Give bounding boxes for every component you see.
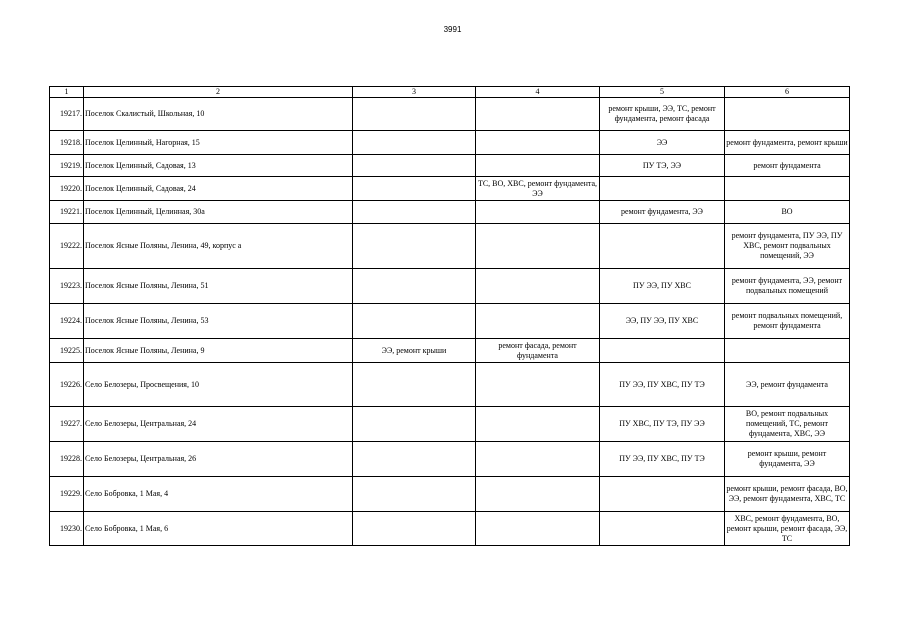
col5-cell: ПУ ХВС, ПУ ТЭ, ПУ ЭЭ [600,407,725,442]
col5-cell [600,177,725,201]
col5-cell: ПУ ЭЭ, ПУ ХВС, ПУ ТЭ [600,442,725,477]
table-row [50,177,850,201]
col6-cell [725,98,850,131]
col6-cell: ЭЭ, ремонт фундамента [725,363,850,407]
table-row [50,304,850,339]
col6-cell: ремонт фундамента, ремонт крыши [725,131,850,155]
row-number: 19229. [50,477,84,512]
col5-cell: ПУ ТЭ, ЭЭ [600,155,725,177]
address-cell: Поселок Целинный, Нагорная, 15 [84,131,353,155]
page-number: 3991 [443,25,462,34]
table-row [50,224,850,269]
header-row [50,87,850,98]
col3-cell [353,177,476,201]
table-row [50,442,850,477]
row-number: 19219. [50,155,84,177]
col6-cell: ВО, ремонт подвальных помещений, ТС, ремонт фундамента, ХВС, ЭЭ [725,407,850,442]
column-header: 2 [84,87,353,98]
col5-cell: ремонт фундамента, ЭЭ [600,201,725,224]
col3-cell [353,269,476,304]
row-number: 19230. [50,512,84,546]
row-number: 19226. [50,363,84,407]
col3-cell [353,407,476,442]
column-header: 4 [476,87,600,98]
col6-cell [725,177,850,201]
address-cell: Поселок Целинный, Садовая, 13 [84,155,353,177]
col4-cell [476,304,600,339]
column-header: 6 [725,87,850,98]
col3-cell [353,477,476,512]
row-number: 19228. [50,442,84,477]
table-row [50,201,850,224]
repair-registry-table [49,86,850,546]
col5-cell [600,224,725,269]
col4-cell [476,442,600,477]
col5-cell: ремонт крыши, ЭЭ, ТС, ремонт фундамента, ремонт фасада [600,98,725,131]
col4-cell [476,512,600,546]
table-row [50,339,850,363]
col6-cell: ХВС, ремонт фундамента, ВО, ремонт крыши, ремонт фасада, ЭЭ, ТС [725,512,850,546]
col4-cell [476,201,600,224]
address-cell: Поселок Ясные Поляны, Ленина, 53 [84,304,353,339]
table-row [50,155,850,177]
table-row [50,269,850,304]
col6-cell: ремонт фундамента [725,155,850,177]
table-row [50,98,850,131]
address-cell: Поселок Скалистый, Школьная, 10 [84,98,353,131]
col5-cell: ПУ ЭЭ, ПУ ХВС [600,269,725,304]
column-header: 5 [600,87,725,98]
address-cell: Село Белозеры, Центральная, 24 [84,407,353,442]
col4-cell [476,155,600,177]
col3-cell: ЭЭ, ремонт крыши [353,339,476,363]
col6-cell: ремонт подвальных помещений, ремонт фундамента [725,304,850,339]
col4-cell [476,224,600,269]
col6-cell: ВО [725,201,850,224]
table-row [50,407,850,442]
row-number: 19220. [50,177,84,201]
col3-cell [353,304,476,339]
col5-cell: ПУ ЭЭ, ПУ ХВС, ПУ ТЭ [600,363,725,407]
address-cell: Поселок Ясные Поляны, Ленина, 9 [84,339,353,363]
address-cell: Село Белозеры, Центральная, 26 [84,442,353,477]
col3-cell [353,224,476,269]
col3-cell [353,98,476,131]
col3-cell [353,155,476,177]
row-number: 19222. [50,224,84,269]
table-row [50,477,850,512]
col4-cell [476,363,600,407]
column-header: 1 [50,87,84,98]
row-number: 19218. [50,131,84,155]
table-row [50,363,850,407]
col6-cell: ремонт фундамента, ЭЭ, ремонт подвальных помещений [725,269,850,304]
col5-cell [600,512,725,546]
address-cell: Поселок Ясные Поляны, Ленина, 49, корпус а [84,224,353,269]
col5-cell [600,477,725,512]
col6-cell [725,339,850,363]
col4-cell: ремонт фасада, ремонт фундамента [476,339,600,363]
address-cell: Село Бобровка, 1 Мая, 6 [84,512,353,546]
col5-cell [600,339,725,363]
col3-cell [353,512,476,546]
col6-cell: ремонт крыши, ремонт фундамента, ЭЭ [725,442,850,477]
row-number: 19225. [50,339,84,363]
col6-cell: ремонт крыши, ремонт фасада, ВО, ЭЭ, ремонт фундамента, ХВС, ТС [725,477,850,512]
col4-cell [476,407,600,442]
col4-cell [476,269,600,304]
row-number: 19217. [50,98,84,131]
col6-cell: ремонт фундамента, ПУ ЭЭ, ПУ ХВС, ремонт подвальных помещений, ЭЭ [725,224,850,269]
col3-cell [353,363,476,407]
col5-cell: ЭЭ [600,131,725,155]
table-row [50,512,850,546]
col3-cell [353,442,476,477]
col4-cell: ТС, ВО, ХВС, ремонт фундамента, ЭЭ [476,177,600,201]
col4-cell [476,131,600,155]
col4-cell [476,477,600,512]
row-number: 19227. [50,407,84,442]
table-row [50,131,850,155]
address-cell: Село Бобровка, 1 Мая, 4 [84,477,353,512]
col4-cell [476,98,600,131]
col5-cell: ЭЭ, ПУ ЭЭ, ПУ ХВС [600,304,725,339]
row-number: 19224. [50,304,84,339]
col3-cell [353,131,476,155]
address-cell: Поселок Целинный, Целинная, 30а [84,201,353,224]
address-cell: Село Белозеры, Просвещения, 10 [84,363,353,407]
row-number: 19221. [50,201,84,224]
col3-cell [353,201,476,224]
address-cell: Поселок Целинный, Садовая, 24 [84,177,353,201]
column-header: 3 [353,87,476,98]
row-number: 19223. [50,269,84,304]
address-cell: Поселок Ясные Поляны, Ленина, 51 [84,269,353,304]
